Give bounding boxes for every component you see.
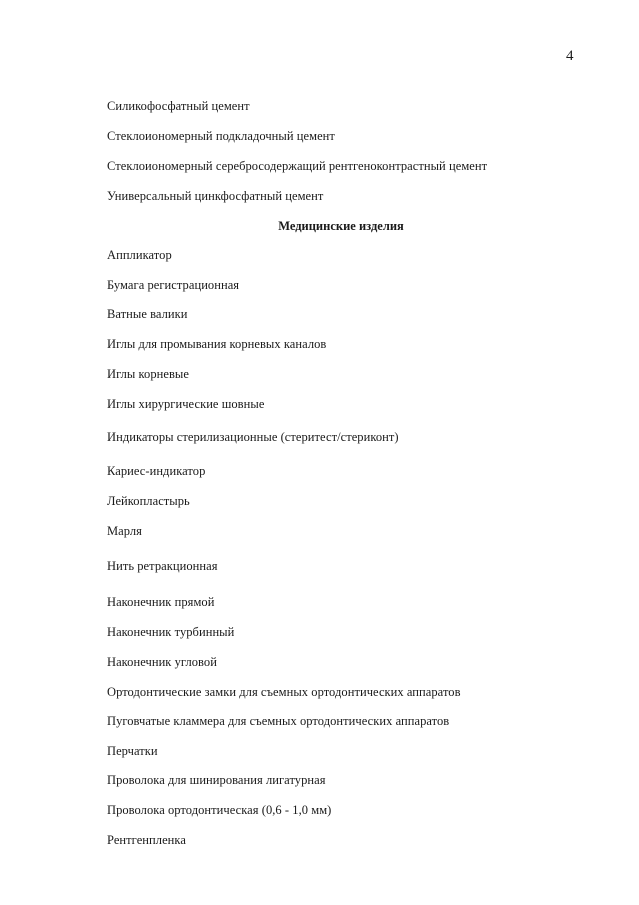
list-item: Проволока ортодонтическая (0,6 - 1,0 мм) [107, 803, 332, 817]
list-item: Лейкопластырь [107, 494, 190, 508]
list-item: Марля [107, 524, 142, 538]
list-item: Иглы корневые [107, 367, 189, 381]
list-item: Универсальный цинкфосфатный цемент [107, 189, 324, 203]
section-heading [0, 219, 639, 234]
list-item: Иглы для промывания корневых каналов [107, 337, 327, 351]
list-item: Пуговчатые кламмера для съемных ортодонтических аппаратов [107, 714, 450, 728]
list-item: Аппликатор [107, 248, 172, 262]
list-item: Наконечник турбинный [107, 625, 235, 639]
list-item: Наконечник угловой [107, 655, 217, 669]
list-item: Перчатки [107, 744, 158, 758]
list-item: Силикофосфатный цемент [107, 99, 250, 113]
list-item: Ортодонтические замки для съемных ортодонтических аппаратов [107, 685, 461, 699]
list-item: Кариес-индикатор [107, 464, 206, 478]
list-item: Рентгенпленка [107, 833, 186, 847]
page-number: 4 [566, 48, 574, 64]
list-item: Стеклоиономерный подкладочный цемент [107, 129, 335, 143]
list-item: Наконечник прямой [107, 595, 215, 609]
list-item: Стеклоиономерный серебросодержащий рентгеноконтрастный цемент [107, 159, 488, 173]
section-heading-text: Медицинские изделия [278, 219, 404, 233]
list-item: Проволока для шинирования лигатурная [107, 773, 326, 787]
list-item: Бумага регистрационная [107, 278, 240, 292]
list-item: Иглы хирургические шовные [107, 397, 265, 411]
list-item: Нить ретракционная [107, 559, 218, 573]
list-item: Индикаторы стерилизационные (стеритест/стериконт) [107, 430, 399, 444]
list-item: Ватные валики [107, 307, 188, 321]
